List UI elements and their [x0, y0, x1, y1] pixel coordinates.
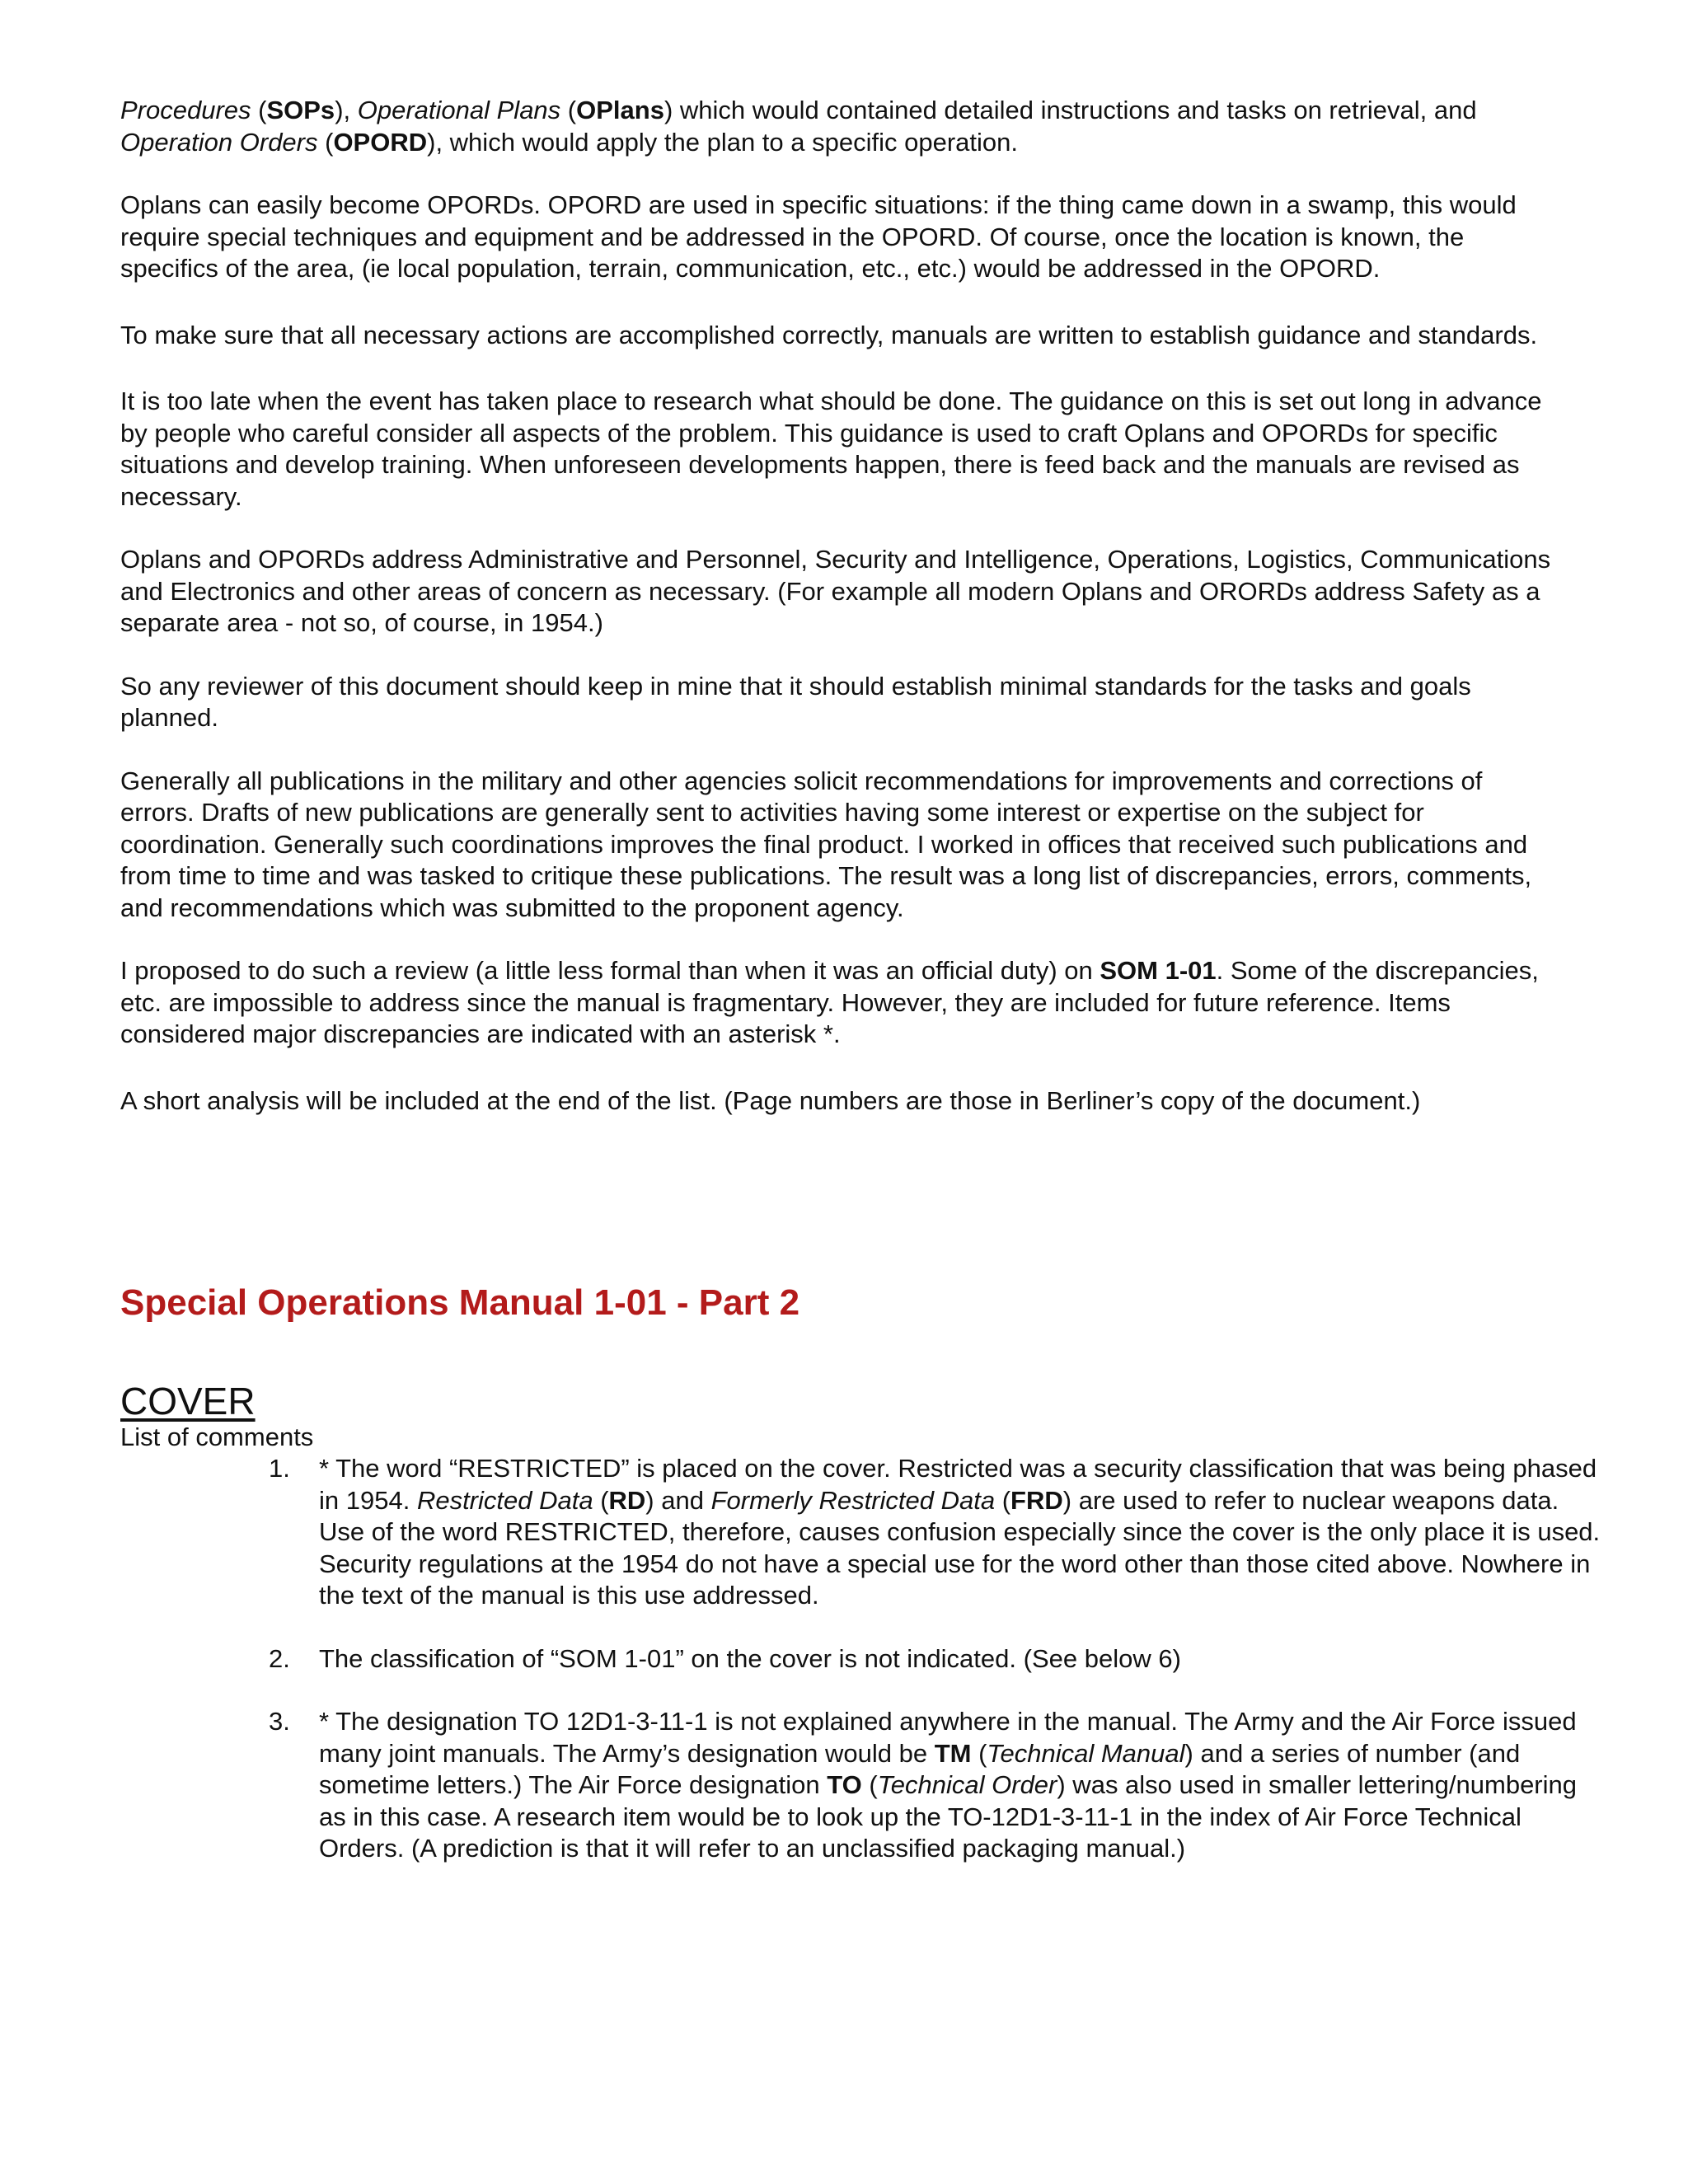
intro-paragraph-5: Oplans and OPORDs address Administrative and Personnel, Security and Intelligence, Operations, Logistics, Communications and Electronics and other areas of concern as necessary. (For example all modern Oplans and ORORDs address Safety as a separate area - not so, of course, in 1954.)	[120, 545, 1551, 637]
section-title: Special Operations Manual 1-01 - Part 2	[120, 1282, 800, 1323]
comments-list	[120, 1453, 1601, 1865]
cover-heading: COVER	[120, 1380, 256, 1422]
intro-paragraph-4: It is too late when the event has taken place to research what should be done. The guidance on this is set out long in advance by people who careful consider all aspects of the problem. This guidance is used to craft Oplans and OPORDs for specific situations and develop training. When unforeseen developments happen, there is feed back and the manuals are revised as necessary.	[120, 387, 1542, 511]
list-item: 3. * The designation TO 12D1-3-11-1 is not explained anywhere in the manual. The Army and the Air Force issued many joint manuals. The Army’s designation would be TM (Technical Manual) and a series of number (and sometime letters.) The Air Force designation TO (Technical Order) was also used in smaller lettering/numbering as in this case. A research item would be to look up the TO-12D1-3-11-1 in the index of Air Force Technical Orders. (A prediction is that it will refer to an unclassified packaging manual.)	[269, 1707, 1578, 1863]
intro-paragraph-8: I proposed to do such a review (a little less formal than when it was an official duty) on SOM 1-01. Some of the discrepancies, etc. are impossible to address since the manual is fragmentary. However, they are included for future reference. Items considered major discrepancies are indicated with an asterisk *.	[120, 956, 1539, 1048]
list-item-number: 3.	[269, 1707, 290, 1736]
list-item: 2. The classification of “SOM 1-01” on the cover is not indicated. (See below 6)	[120, 1643, 1605, 1675]
list-item: 1. * The word “RESTRICTED” is placed on the cover. Restricted was a security classification that was being phased in 1954. Restricted Data (RD) and Formerly Restricted Data (FRD) are used to refer to nuclear weapons data. Use of the word RESTRICTED, therefore, causes confusion especially since the cover is the only place it is used. Security regulations at the 1954 do not have a special use for the word other than those cited above. Nowhere in the text of the manual is this use addressed.	[269, 1454, 1601, 1610]
list-item-number: 2.	[269, 1643, 290, 1673]
intro-paragraph-7: Generally all publications in the military and other agencies solicit recommendations for improvements and corrections of errors. Drafts of new publications are generally sent to activities having some interest or expertise on the subject for coordination. Generally such coordinations improves the final product. I worked in offices that received such publications and from time to time and was tasked to critique these publications. The result was a long list of discrepancies, errors, comments, and recommendations which was submitted to the proponent agency.	[120, 766, 1532, 922]
list-label: List of comments	[120, 1422, 314, 1451]
document-page	[120, 95, 1601, 1896]
intro-paragraph-2: Oplans can easily become OPORDs. OPORD are used in specific situations: if the thing came down in a swamp, this would require special techniques and equipment and be addressed in the OPORD. Of course, once the location is known, the specifics of the area, (ie local population, terrain, communication, etc., etc.) would be addressed in the OPORD.	[120, 190, 1517, 283]
list-item-number: 1.	[269, 1454, 290, 1483]
intro-paragraph-9: A short analysis will be included at the end of the list. (Page numbers are those in Berliner’s copy of the document.)	[120, 1085, 1421, 1115]
intro-paragraph-3: To make sure that all necessary actions are accomplished correctly, manuals are written to establish guidance and standards.	[120, 320, 1538, 349]
intro-paragraph-6: So any reviewer of this document should keep in mine that it should establish minimal standards for the tasks and goals planned.	[120, 671, 1471, 732]
intro-paragraph-1: Procedures (SOPs), Operational Plans (OPlans) which would contained detailed instructions and tasks on retrieval, and Operation Orders (OPORD), which would apply the plan to a specific operation.	[120, 96, 1477, 157]
